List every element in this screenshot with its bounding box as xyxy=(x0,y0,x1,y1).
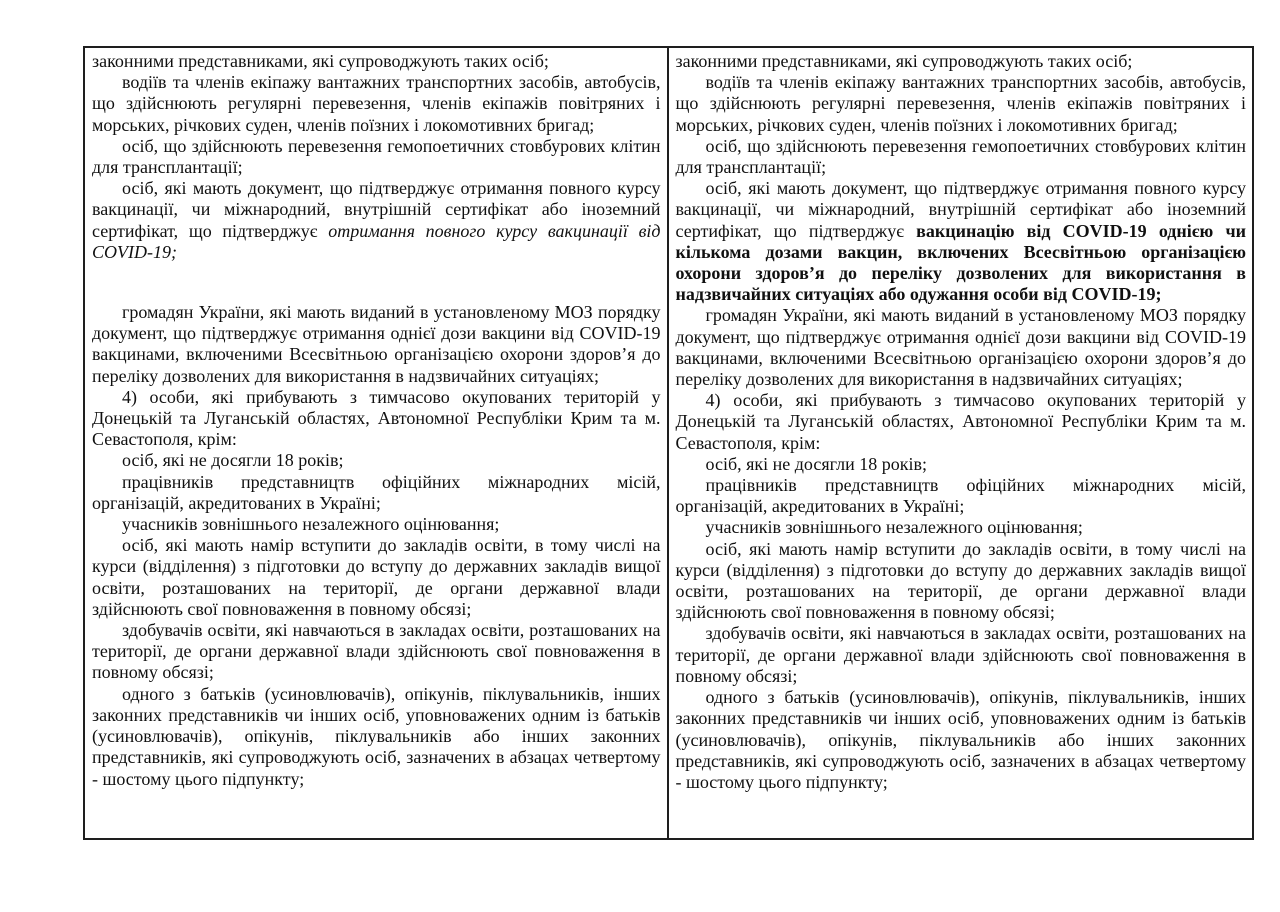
text-segment: 4) особи, які прибувають з тимчасово окупованих територій у Донецькій та Луганській областях, Автономної Республіки Крим та м. Севастополя, крім: xyxy=(675,390,1246,453)
text-segment: законними представниками, які супроводжують таких осіб; xyxy=(675,51,1133,71)
paragraph xyxy=(676,305,1247,390)
paragraph xyxy=(676,539,1247,624)
paragraph xyxy=(92,684,661,790)
text-segment: осіб, які мають намір вступити до закладів освіти, в тому числі на курси (відділення) з підготовки до вступу до державних закладів вищої освіти, розташованих на території, де органи державної влади здійснюють свої повноваження в повному обсязі; xyxy=(675,538,1246,623)
text-segment: громадян України, які мають виданий в установленому МОЗ порядку документ, що підтверджує отримання однієї дози вакцини від COVID-19 вакцинами, включеними Всесвітньою організацією охорони здоров’я до переліку дозволених для використання в надзвичайних ситуаціях; xyxy=(92,302,661,386)
text-segment: здобувачів освіти, які навчаються в закладах освіти, розташованих на території, де органи державної влади здійснюють свої повноваження в повному обсязі; xyxy=(675,623,1246,686)
text-segment: осіб, які мають намір вступити до закладів освіти, в тому числі на курси (відділення) з підготовки до вступу до державних закладів вищої освіти, розташованих на території, де органи державної влади здійснюють свої повноваження в повному обсязі; xyxy=(92,535,661,619)
paragraph xyxy=(676,178,1247,305)
text-segment: осіб, які не досягли 18 років; xyxy=(705,453,927,474)
text-segment: осіб, які мають документ, що підтверджує отримання повного курсу вакцинації, чи міжнародний, внутрішній сертифікат або іноземний сертифікат, що підтверджує xyxy=(675,178,1246,241)
text-segment: осіб, які не досягли 18 років; xyxy=(122,450,344,471)
text-segment: отримання повного курсу вакцинації від COVID-19; xyxy=(92,220,661,262)
paragraph xyxy=(92,514,661,535)
text-segment: осіб, які мають документ, що підтверджує отримання повного курсу вакцинації, чи міжнародний, внутрішній сертифікат або іноземний сертифікат, що підтверджує xyxy=(92,178,661,241)
text-segment: одного з батьків (усиновлювачів), опікунів, піклувальників, інших законних представників чи інших осіб, уповноважених одним із батьків (усиновлювачів), опікунів, піклувальників або інших законних представників, які супроводжують осіб, зазначених в абзацах четвертому - шостому цього підпункту; xyxy=(675,687,1246,792)
paragraph xyxy=(92,51,661,72)
column-gap-spacer xyxy=(92,263,661,302)
paragraph xyxy=(676,475,1247,517)
paragraph xyxy=(92,136,661,178)
text-segment: громадян України, які мають виданий в установленому МОЗ порядку документ, що підтверджує отримання однієї дози вакцини від COVID-19 вакцинами, включеними Всесвітньою організацією охорони здоров’я до переліку дозволених для використання в надзвичайних ситуаціях; xyxy=(675,305,1246,390)
old-version-column xyxy=(85,48,669,838)
text-segment: осіб, що здійснюють перевезення гемопоетичних стовбурових клітин для трансплантації; xyxy=(675,135,1246,178)
text-segment: осіб, що здійснюють перевезення гемопоетичних стовбурових клітин для трансплантації; xyxy=(92,135,661,178)
paragraph xyxy=(92,450,661,471)
paragraph xyxy=(676,51,1247,72)
paragraph xyxy=(676,390,1247,454)
text-segment: водіїв та членів екіпажу вантажних транспортних засобів, автобусів, що здійснюють регулярні перевезення, членів екіпажів повітряних і морських, річкових суден, членів поїзних і локомотивних бригад; xyxy=(92,72,661,135)
text-segment: 4) особи, які прибувають з тимчасово окупованих територій у Донецькій та Луганській областях, Автономної Республіки Крим та м. Севастополя, крім: xyxy=(92,386,661,450)
paragraph xyxy=(92,72,661,136)
paragraph xyxy=(92,620,661,684)
paragraph xyxy=(92,535,661,620)
paragraph xyxy=(676,454,1247,475)
paragraph xyxy=(676,136,1247,178)
paragraph xyxy=(92,472,661,514)
text-segment: вакцинацію від COVID-19 однією чи кількома дозами вакцин, включених Всесвітньою організацією охорони здоров’я до переліку дозволених для використання в надзвичайних ситуаціях або одужання особи від COVID-19; xyxy=(675,220,1246,305)
text-segment: працівників представництв офіційних міжнародних місій, організацій, акредитованих в Україні; xyxy=(675,475,1246,517)
paragraph xyxy=(92,178,661,263)
paragraph xyxy=(676,517,1247,538)
paragraph xyxy=(92,387,661,451)
new-version-column xyxy=(669,48,1253,838)
comparison-table xyxy=(83,46,1254,840)
paragraph xyxy=(92,302,661,387)
text-segment: працівників представництв офіційних міжнародних місій, організацій, акредитованих в Україні; xyxy=(92,471,661,513)
paragraph xyxy=(676,623,1247,687)
paragraph xyxy=(676,72,1247,136)
text-segment: учасників зовнішнього незалежного оцінювання; xyxy=(122,514,500,535)
paragraph xyxy=(676,687,1247,793)
text-segment: учасників зовнішнього незалежного оцінювання; xyxy=(705,517,1083,538)
text-segment: водіїв та членів екіпажу вантажних транспортних засобів, автобусів, що здійснюють регулярні перевезення, членів екіпажів повітряних і морських, річкових суден, членів поїзних і локомотивних бригад; xyxy=(675,72,1246,135)
text-segment: здобувачів освіти, які навчаються в закладах освіти, розташованих на території, де органи державної влади здійснюють свої повноваження в повному обсязі; xyxy=(92,620,661,683)
text-segment: одного з батьків (усиновлювачів), опікунів, піклувальників, інших законних представників чи інших осіб, уповноважених одним із батьків (усиновлювачів), опікунів, піклувальників або інших законних представників, які супроводжують осіб, зазначених в абзацах четвертому - шостому цього підпункту; xyxy=(92,683,661,789)
text-segment: законними представниками, які супроводжують таких осіб; xyxy=(92,51,549,71)
